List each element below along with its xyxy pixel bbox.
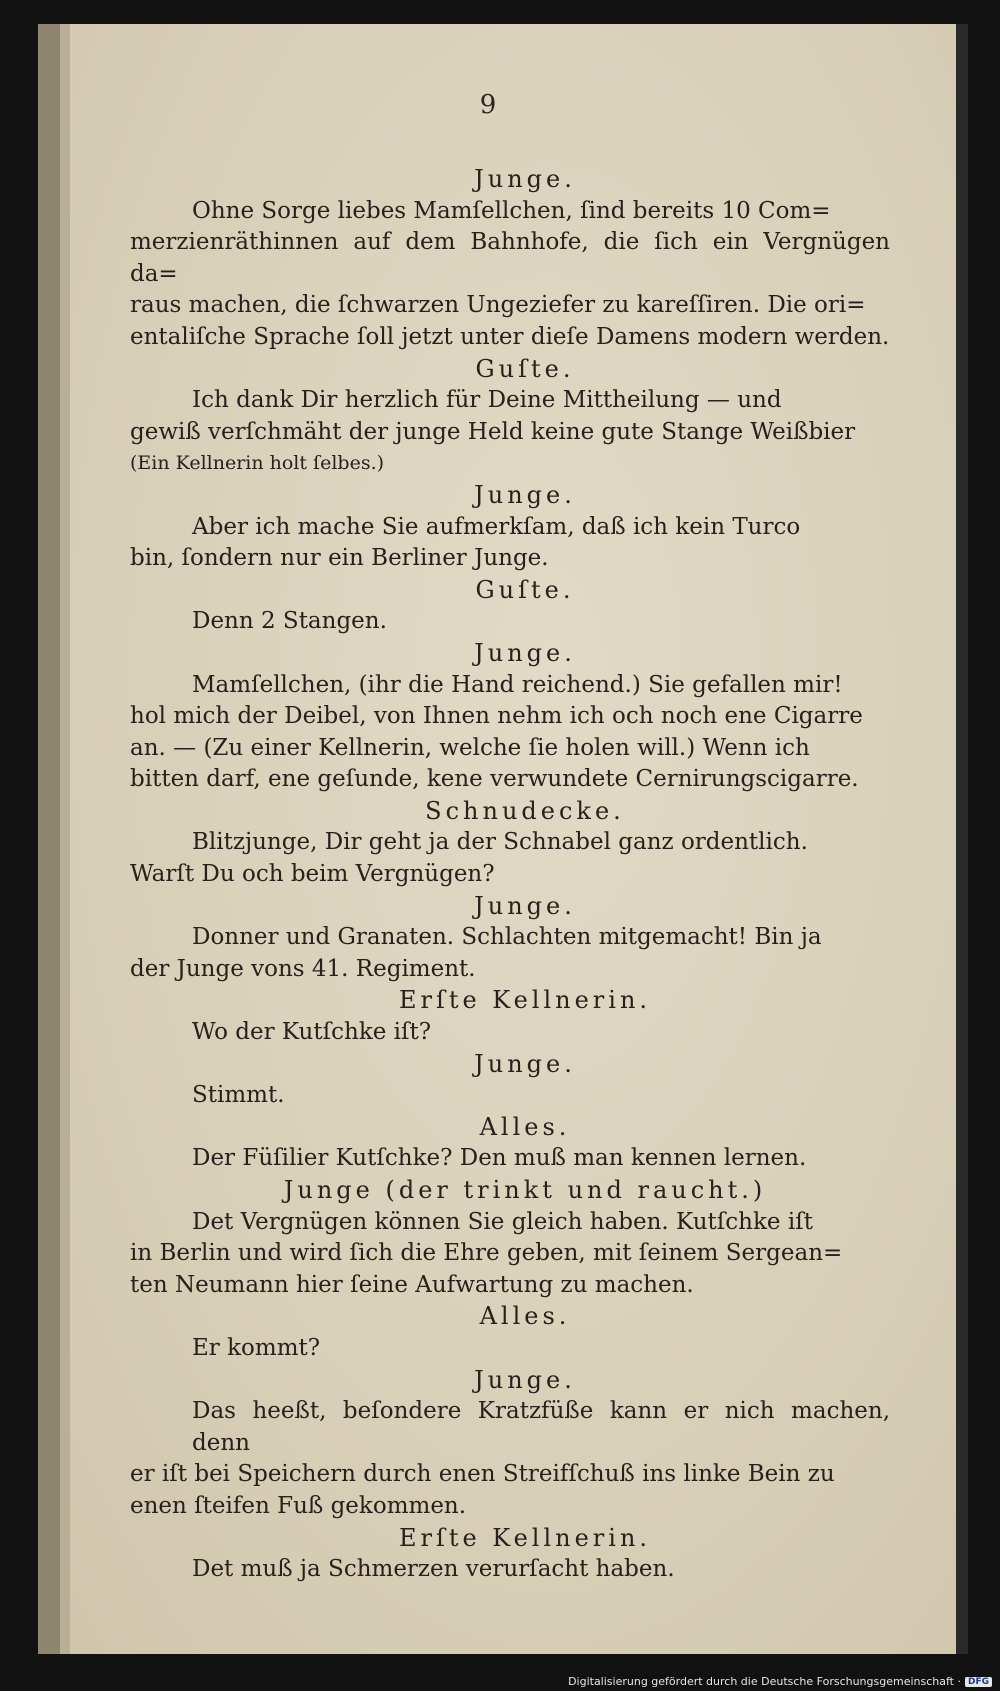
- dialogue-line: hol mich der Deibel, von Ihnen nehm ich och noch ene Cigarre: [130, 703, 863, 730]
- play-text: [130, 164, 890, 1586]
- dialogue-line: Wo der Kutſchke iſt?: [192, 1019, 432, 1046]
- dialogue-line: Mamſellchen, (ihr die Hand reichend.) Sie gefallen mir!: [192, 671, 843, 698]
- speaker-name: Schnudecke.: [425, 796, 625, 825]
- speaker-name: Junge.: [474, 1365, 576, 1394]
- dialogue-line: enen ſteifen Fuß gekommen.: [130, 1492, 467, 1519]
- book-gutter: [60, 24, 70, 1654]
- speaker-name: Guſte.: [475, 575, 575, 604]
- speaker-name: Erſte Kellnerin.: [398, 986, 652, 1015]
- stage-direction: (Ein Kellnerin holt ſelbes.): [130, 452, 385, 475]
- dialogue-line: Ich dank Dir herzlich für Deine Mittheilung — und: [192, 387, 782, 414]
- dialogue-line: Det muß ja Schmerzen verurſacht haben.: [192, 1556, 675, 1583]
- footer-text: Digitalisierung gefördert durch die Deutsche Forschungsgemeinschaft ·: [568, 1675, 961, 1688]
- speaker-name: Junge.: [474, 1049, 576, 1078]
- speaker-name: Junge (der trinkt und raucht.): [283, 1176, 767, 1204]
- speaker-name: Junge.: [474, 638, 576, 667]
- speaker-name: Alles.: [479, 1302, 571, 1331]
- speaker-name: Guſte.: [475, 354, 575, 383]
- dialogue-line: Det Vergnügen können Sie gleich haben. Kutſchke iſt: [192, 1208, 813, 1235]
- dialogue-line: entaliſche Sprache ſoll jetzt unter dieſe Damens modern werden.: [130, 323, 890, 350]
- dialogue-line: bitten darf, ene geſunde, kene verwundete Cernirungscigarre.: [130, 766, 859, 793]
- dialogue-line: an. — (Zu einer Kellnerin, welche ſie holen will.) Wenn ich: [130, 734, 810, 761]
- speaker-name: Junge.: [474, 891, 576, 920]
- dialogue-line: Ohne Sorge liebes Mamſellchen, ſind bereits 10 Com=: [192, 197, 831, 224]
- dialogue-line: merzienräthinnen auf dem Bahnhofe, die ſich ein Vergnügen da=: [130, 229, 890, 287]
- book-page: [38, 24, 968, 1654]
- dialogue-line: Der Füſilier Kutſchke? Den muß man kennen lernen.: [192, 1145, 807, 1172]
- speaker-name: Erſte Kellnerin.: [398, 1523, 652, 1552]
- dialogue-line: Denn 2 Stangen.: [192, 608, 387, 635]
- dialogue-line: der Junge vons 41. Regiment.: [130, 955, 476, 982]
- dialogue-line: Das heeßt, beſondere Kratzfüße kann er nich machen, denn: [192, 1398, 890, 1456]
- speaker-name: Junge.: [474, 480, 576, 509]
- book-spine: [38, 24, 60, 1654]
- dialogue-line: Donner und Granaten. Schlachten mitgemacht! Bin ja: [192, 924, 822, 951]
- dialogue-line: gewiß verſchmäht der junge Held keine gute Stange Weißbier: [130, 418, 856, 445]
- dialogue-line: Aber ich mache Sie aufmerkſam, daß ich kein Turco: [192, 513, 801, 540]
- dialogue-line: Warſt Du och beim Vergnügen?: [130, 861, 495, 888]
- dialogue-line: Er kommt?: [192, 1334, 321, 1361]
- dialogue-line: Stimmt.: [192, 1082, 285, 1109]
- dialogue-line: Blitzjunge, Dir geht ja der Schnabel ganz ordentlich.: [192, 829, 808, 856]
- dialogue-line: ten Neumann hier ſeine Aufwartung zu machen.: [130, 1271, 694, 1298]
- dialogue-line: er iſt bei Speichern durch enen Streifſchuß ins linke Bein zu: [130, 1461, 835, 1488]
- dfg-logo-icon: DFG: [965, 1677, 992, 1687]
- dialogue-line: raus machen, die ſchwarzen Ungeziefer zu kareſſiren. Die ori=: [130, 292, 866, 319]
- footer-credit: [564, 1674, 996, 1689]
- page-edge: [956, 24, 968, 1654]
- dialogue-line: bin, ſondern nur ein Berliner Junge.: [130, 545, 549, 572]
- page-number: 9: [479, 90, 497, 120]
- speaker-name: Alles.: [479, 1112, 571, 1141]
- speaker-name: Junge.: [474, 165, 576, 193]
- dialogue-line: in Berlin und wird ſich die Ehre geben, mit ſeinem Sergean=: [130, 1240, 843, 1267]
